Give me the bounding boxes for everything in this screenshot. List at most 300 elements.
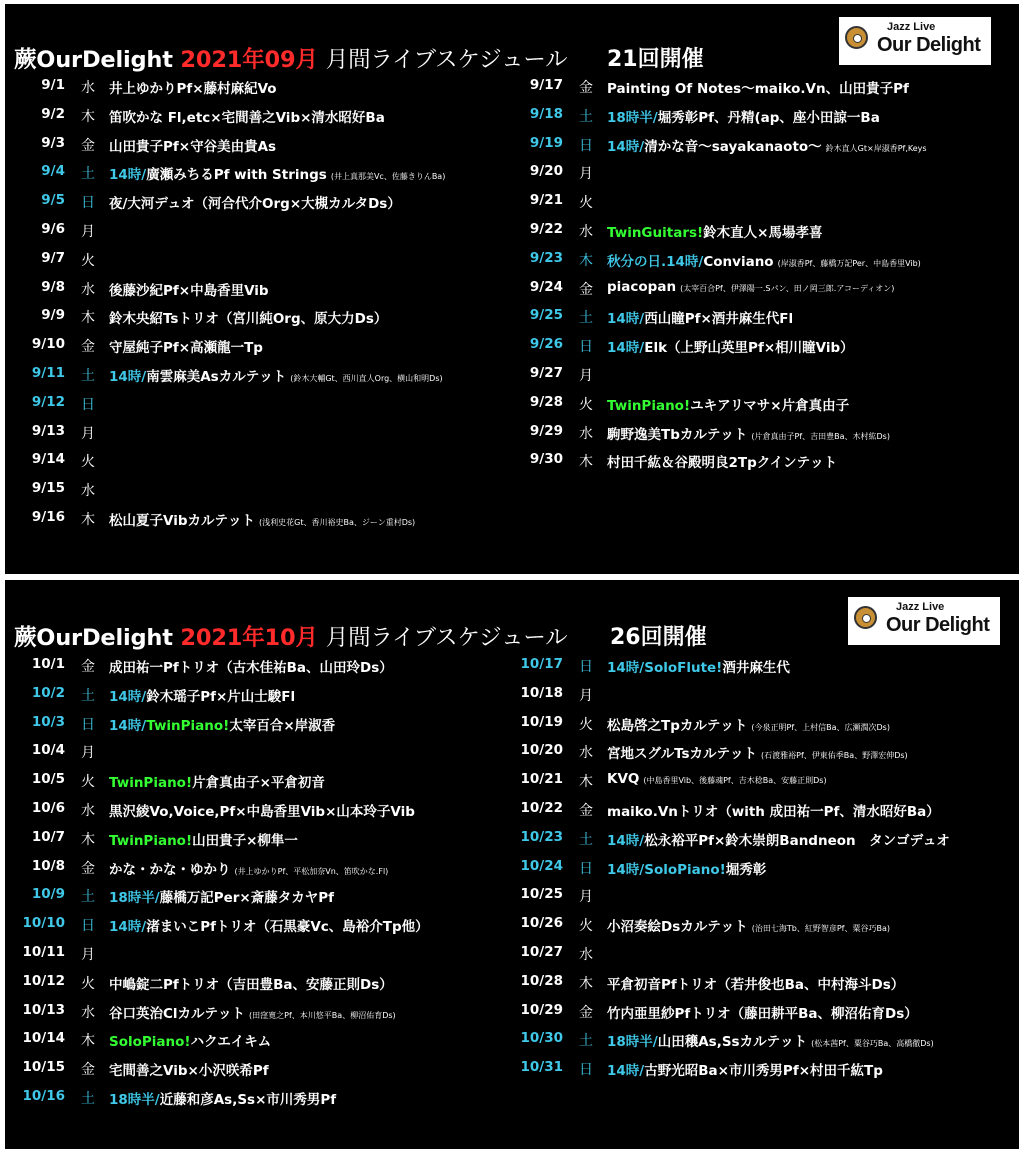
schedule-row [5, 480, 505, 509]
row-event [607, 742, 908, 762]
schedule-row [5, 858, 505, 887]
row-weekday: 木 [81, 310, 95, 327]
event-time: 14時/ [607, 832, 645, 849]
schedule-column-left [5, 77, 505, 538]
schedule-row [5, 800, 505, 829]
title-month: 2021年09月 [180, 47, 318, 73]
row-weekday: 水 [579, 223, 593, 240]
row-date: 9/17 [529, 77, 563, 93]
row-event [607, 1002, 918, 1022]
schedule-row [503, 1030, 1013, 1059]
schedule-row [5, 685, 505, 714]
event-time: 18時半/ [109, 1091, 160, 1108]
schedule-row [5, 1030, 505, 1059]
row-date: 10/2 [31, 684, 65, 701]
row-date: 10/24 [520, 857, 563, 874]
event-title: 夜/大河デュオ（河合代介Org×大槻カルタDs） [109, 196, 401, 213]
event-title: 山田貴子Pf×守谷美由貴As [109, 138, 277, 155]
row-date: 9/27 [529, 364, 563, 381]
row-date: 10/12 [22, 972, 65, 989]
row-event [607, 221, 822, 241]
row-date: 10/5 [31, 771, 65, 788]
row-weekday: 水 [579, 425, 593, 442]
schedule-column-left [5, 656, 505, 1117]
schedule-row [5, 423, 505, 452]
title-venue: 蕨OurDelight [14, 47, 181, 73]
row-date: 10/25 [520, 886, 563, 903]
schedule-row [503, 944, 1013, 973]
schedule-row [5, 973, 505, 1002]
schedule-row [503, 163, 1013, 192]
event-time: 14時/ [607, 311, 645, 328]
event-title: 松永裕平Pf×鈴木崇朗Bandneon タンゴデュオ [644, 832, 950, 849]
row-date: 10/9 [31, 886, 65, 903]
row-event [607, 451, 837, 471]
row-weekday: 日 [579, 1062, 593, 1079]
schedule-row [5, 163, 505, 192]
row-date: 10/6 [31, 799, 65, 816]
row-event [109, 307, 387, 327]
event-title: ハクエイキム [190, 1034, 272, 1051]
schedule-row [5, 451, 505, 480]
jazz-live-logo [839, 17, 991, 65]
logo-big-text: Our Delight [886, 614, 990, 636]
schedule-row [503, 685, 1013, 714]
row-event [607, 656, 790, 676]
event-title: 宮地スグルTsカルテット [607, 746, 758, 763]
event-title: 堀秀彰 [725, 861, 767, 878]
event-title: 山田穣As,Ssカルテット [657, 1034, 808, 1051]
event-title: 笛吹かな Fl,etc×宅間善之Vib×清水昭好Ba [109, 109, 385, 126]
row-date: 9/4 [41, 163, 65, 180]
event-title: 松山夏子Vibカルテット [109, 512, 256, 529]
row-weekday: 日 [579, 860, 593, 877]
row-date: 10/20 [520, 742, 563, 759]
row-event [109, 829, 298, 849]
record-logo-icon [854, 606, 877, 629]
event-time: 14時/ [607, 1063, 645, 1080]
schedule-row [5, 1002, 505, 1031]
event-title: 谷口英治Clカルテット [109, 1005, 246, 1022]
schedule-row [503, 365, 1013, 394]
row-weekday: 木 [81, 1033, 95, 1050]
row-weekday: 木 [579, 975, 593, 992]
title-subtitle: 月間ライブスケジュール [325, 625, 568, 651]
schedule-row [503, 829, 1013, 858]
schedule-row [5, 1059, 505, 1088]
row-date: 9/25 [529, 307, 563, 324]
row-weekday: 土 [579, 1033, 593, 1050]
event-time: 18時半/ [607, 1034, 658, 1051]
row-date: 9/9 [41, 307, 65, 324]
event-title: 廣瀬みちるPf with Strings [146, 167, 327, 184]
schedule-row [503, 394, 1013, 423]
schedule-row [5, 771, 505, 800]
event-title: Elk（上野山英里Pf×相川瞳Vib） [644, 340, 854, 357]
row-weekday: 月 [579, 889, 593, 906]
event-title: 藤橋万記Per×斎藤タカヤPf [159, 890, 335, 907]
row-weekday: 金 [81, 339, 95, 356]
row-event [109, 656, 393, 676]
row-event [607, 77, 909, 97]
event-members: (今泉正明Pf、上村信Ba、広瀬潤次Ds) [751, 722, 890, 732]
event-members: (鈴木大輔Gt、西川直人Org、横山和明Ds) [290, 373, 443, 383]
event-title: 酒井麻生代 [722, 660, 790, 676]
row-date: 9/22 [529, 220, 563, 237]
row-date: 9/2 [41, 105, 65, 122]
event-title: maiko.Vnトリオ（with 成田祐一Pf、清水昭好Ba） [607, 803, 940, 820]
schedule-row [5, 829, 505, 858]
event-title: 清かな音～sayakanaoto～ [644, 138, 822, 155]
event-title: 西山瞳Pf×酒井麻生代Fl [644, 311, 794, 328]
row-weekday: 日 [579, 339, 593, 356]
row-weekday: 金 [579, 1004, 593, 1021]
row-event [607, 1030, 934, 1050]
logo-big-text: Our Delight [877, 34, 981, 56]
row-weekday: 水 [81, 483, 95, 500]
row-event [607, 829, 950, 849]
row-event [109, 800, 415, 820]
schedule-row [503, 423, 1013, 452]
row-weekday: 土 [579, 310, 593, 327]
schedule-row [503, 1059, 1013, 1088]
row-event [109, 192, 401, 212]
event-title: 太宰百合×岸淑香 [229, 717, 336, 734]
schedule-row [5, 742, 505, 771]
row-date: 10/19 [520, 713, 563, 730]
row-event [109, 336, 263, 356]
event-title: 鈴木直人×馬場孝喜 [703, 224, 823, 241]
row-weekday: 水 [81, 80, 95, 96]
schedule-row [5, 250, 505, 279]
row-date: 9/30 [529, 451, 563, 468]
event-title: 平倉初音Pfトリオ（若井俊也Ba、中村海斗Ds） [607, 976, 905, 993]
row-weekday: 金 [81, 1062, 95, 1079]
schedule-row [5, 135, 505, 164]
row-weekday: 火 [579, 716, 593, 733]
row-weekday: 月 [81, 425, 95, 442]
row-weekday: 日 [81, 716, 95, 733]
row-event [109, 1030, 271, 1050]
row-date: 9/7 [41, 249, 65, 266]
event-series: TwinGuitars! [607, 224, 704, 241]
schedule-row [5, 192, 505, 221]
row-weekday: 木 [579, 454, 593, 471]
event-count: 26回開催 [610, 625, 707, 650]
row-date: 10/14 [22, 1030, 65, 1047]
row-date: 10/3 [31, 713, 65, 730]
event-title: 松島啓之Tpカルテット [607, 717, 748, 734]
record-logo-icon [845, 26, 868, 49]
event-title: 成田祐一Pfトリオ（古木佳祐Ba、山田玲Ds） [109, 660, 393, 676]
event-members: (井上ゆかりPf、平松加奈Vn、笛吹かな.Fl) [234, 866, 389, 876]
row-weekday: 日 [81, 195, 95, 212]
row-date: 10/15 [22, 1059, 65, 1076]
title-venue: 蕨OurDelight [14, 625, 181, 651]
schedule-row [503, 336, 1013, 365]
jazz-live-logo [848, 597, 1000, 645]
logo-small-text: Jazz Live [896, 601, 945, 613]
row-event [109, 365, 443, 385]
row-event [109, 135, 276, 155]
row-weekday: 水 [81, 1004, 95, 1021]
event-title: 山田貴子×柳隼一 [192, 832, 298, 849]
row-event [109, 163, 445, 183]
event-members: (片倉真由子Pf、吉田豊Ba、木村紘Ds) [751, 431, 890, 441]
row-weekday: 土 [81, 367, 95, 384]
schedule-row [503, 192, 1013, 221]
row-weekday: 水 [579, 745, 593, 762]
schedule-row [503, 106, 1013, 135]
event-time: 14時/ [607, 138, 645, 155]
event-title: 黒沢綾Vo,Voice,Pf×中島香里Vib×山本玲子Vib [109, 803, 415, 820]
row-weekday: 木 [81, 511, 95, 528]
row-date: 10/22 [520, 799, 563, 816]
schedule-row [503, 279, 1013, 308]
october-schedule-panel [5, 580, 1019, 1149]
row-event [109, 1088, 336, 1108]
event-time: 14時/ [109, 167, 147, 184]
row-date: 9/11 [31, 364, 65, 381]
event-time: 14時/SoloPiano! [607, 861, 726, 878]
row-weekday: 日 [81, 396, 95, 413]
event-members: 鈴木直人Gt×岸淑香Pf,Keys [825, 143, 927, 153]
row-weekday: 火 [81, 975, 95, 992]
row-weekday: 土 [81, 889, 95, 906]
row-weekday: 土 [81, 687, 95, 704]
schedule-row [503, 973, 1013, 1002]
row-date: 10/30 [520, 1030, 563, 1047]
event-members: (石渡雅裕Pf、伊東佑季Ba、野澤宏伸Ds) [761, 751, 908, 761]
row-event [607, 135, 927, 155]
event-title: Conviano [703, 253, 774, 270]
row-date: 10/1 [31, 656, 65, 672]
row-date: 9/12 [31, 393, 65, 410]
schedule-row [5, 221, 505, 250]
september-schedule-panel [5, 4, 1019, 574]
event-series: TwinPiano! [109, 775, 193, 792]
schedule-row [5, 394, 505, 423]
row-date: 9/14 [31, 451, 65, 468]
row-date: 10/26 [520, 915, 563, 932]
row-event [607, 800, 940, 820]
row-date: 9/16 [31, 508, 65, 525]
schedule-row [503, 886, 1013, 915]
row-weekday: 木 [579, 774, 593, 791]
row-weekday: 水 [81, 802, 95, 819]
panel-title [14, 620, 567, 652]
row-weekday: 金 [81, 137, 95, 154]
event-time: 18時半/ [109, 890, 160, 907]
row-weekday: 火 [579, 195, 593, 212]
schedule-row [5, 106, 505, 135]
schedule-row [5, 509, 505, 538]
row-date: 9/8 [41, 278, 65, 295]
title-month: 2021年10月 [180, 625, 318, 651]
event-time: 14時/ [109, 919, 147, 936]
row-date: 10/8 [31, 857, 65, 874]
row-date: 10/18 [520, 684, 563, 701]
event-members: (浅利史花Gt、香川裕史Ba、ジーン重村Ds) [259, 517, 416, 527]
row-weekday: 日 [579, 659, 593, 675]
row-weekday: 木 [81, 831, 95, 848]
row-date: 10/27 [520, 943, 563, 960]
row-weekday: 木 [579, 252, 593, 269]
row-date: 9/5 [41, 192, 65, 209]
row-event [109, 973, 393, 993]
event-title: piacopan [607, 278, 677, 295]
row-event [607, 771, 827, 787]
row-date: 9/1 [41, 77, 65, 93]
schedule-row [503, 250, 1013, 279]
row-date: 9/29 [529, 422, 563, 439]
row-date: 10/31 [520, 1059, 563, 1076]
row-date: 9/19 [529, 134, 563, 151]
row-weekday: 月 [81, 223, 95, 240]
row-event [109, 509, 415, 529]
logo-small-text: Jazz Live [887, 21, 936, 33]
schedule-row [503, 77, 1013, 106]
event-title: 井上ゆかりPf×藤村麻紀Vo [109, 81, 277, 97]
row-event [607, 714, 890, 734]
row-weekday: 日 [579, 137, 593, 154]
row-date: 9/10 [31, 336, 65, 353]
schedule-row [503, 915, 1013, 944]
event-title: 中嶋錠二Pfトリオ（吉田豊Ba、安藤正則Ds） [109, 976, 393, 993]
row-weekday: 日 [81, 918, 95, 935]
event-title: 南雲麻美Asカルテット [146, 368, 287, 385]
event-members: (松本茜Pf、粟谷巧Ba、高橋徹Ds) [811, 1039, 934, 1049]
schedule-row [5, 279, 505, 308]
schedule-row [503, 800, 1013, 829]
row-date: 10/29 [520, 1001, 563, 1018]
event-title: 古野光昭Ba×市川秀男Pf×村田千紘Tp [644, 1063, 883, 1080]
row-date: 10/23 [520, 828, 563, 845]
row-event [109, 685, 295, 705]
row-event [607, 973, 904, 993]
row-weekday: 水 [579, 946, 593, 963]
row-weekday: 金 [579, 281, 593, 298]
schedule-column-right [503, 77, 1013, 480]
event-time: 14時/ [109, 368, 147, 385]
schedule-row [5, 944, 505, 973]
schedule-row [5, 77, 505, 106]
event-title: 村田千紘＆谷殿明良2Tpクインテット [607, 455, 838, 472]
panel-title [14, 42, 567, 74]
row-event [109, 1059, 269, 1079]
row-weekday: 金 [579, 80, 593, 96]
event-time: 14時/ [607, 340, 645, 357]
row-event [109, 279, 269, 299]
row-date: 10/4 [31, 742, 65, 759]
row-event [109, 1002, 396, 1022]
row-weekday: 火 [81, 454, 95, 471]
event-series: TwinPiano! [146, 717, 230, 734]
event-members: (井上真那美Vc、佐藤きりんBa) [330, 172, 446, 182]
event-title: Painting Of Notes～maiko.Vn、山田貴子Pf [607, 81, 909, 97]
title-subtitle: 月間ライブスケジュール [325, 47, 568, 73]
schedule-row [5, 336, 505, 365]
event-time: 14時/ [109, 688, 147, 705]
event-members: (岸淑香Pf、藤橋万記Per、中島香里Vib) [777, 258, 921, 268]
event-title: 鈴木瑶子Pf×片山士駿Fl [146, 688, 296, 705]
event-members: (太宰百合Pf、伊澤陽一.Sパン、田ノ岡三郎.アコーディオン) [680, 283, 895, 293]
schedule-row [503, 714, 1013, 743]
row-date: 10/13 [22, 1001, 65, 1018]
event-count: 21回開催 [607, 47, 704, 72]
event-members: (田窪寛之Pf、本川悠平Ba、柳沼佑育Ds) [249, 1010, 396, 1020]
event-title: ユキアリマサ×片倉真由子 [690, 397, 850, 414]
event-members: (中島香里Vib、後藤魂Pf、吉木稔Ba、安藤正則Ds) [643, 776, 827, 786]
event-title: KVQ [607, 771, 640, 788]
row-date: 10/7 [31, 828, 65, 845]
row-date: 9/6 [41, 220, 65, 237]
schedule-row [5, 365, 505, 394]
row-date: 9/26 [529, 336, 563, 353]
event-title: 近藤和彦As,Ss×市川秀男Pf [159, 1091, 337, 1108]
row-event [607, 279, 894, 295]
row-event [607, 858, 766, 878]
schedule-row [5, 307, 505, 336]
schedule-row [503, 742, 1013, 771]
event-time: 秋分の日.14時/ [607, 253, 704, 270]
row-weekday: 金 [81, 860, 95, 877]
schedule-row [503, 1002, 1013, 1031]
row-event [109, 106, 385, 126]
row-weekday: 金 [579, 802, 593, 819]
schedule-row [5, 915, 505, 944]
row-date: 9/21 [529, 192, 563, 209]
row-date: 9/20 [529, 163, 563, 180]
schedule-row [5, 656, 505, 685]
row-date: 10/17 [520, 656, 563, 672]
row-event [607, 423, 890, 443]
row-weekday: 月 [81, 745, 95, 762]
event-title: 片倉真由子×平倉初音 [192, 775, 325, 792]
event-title: 小沼奏絵Dsカルテット [607, 919, 748, 936]
schedule-row [503, 771, 1013, 800]
schedule-row [5, 714, 505, 743]
row-date: 9/13 [31, 422, 65, 439]
event-time: 14時/SoloFlute! [607, 660, 723, 676]
row-date: 9/3 [41, 134, 65, 151]
event-title: 駒野逸美Tbカルテット [607, 426, 748, 443]
event-time: 14時/ [109, 717, 147, 734]
row-event [607, 106, 880, 126]
event-series: TwinPiano! [607, 397, 691, 414]
row-weekday: 火 [579, 918, 593, 935]
row-weekday: 火 [579, 396, 593, 413]
row-weekday: 木 [81, 108, 95, 125]
row-date: 10/28 [520, 972, 563, 989]
row-weekday: 火 [81, 252, 95, 269]
row-date: 9/28 [529, 393, 563, 410]
schedule-row [5, 1088, 505, 1117]
row-event [607, 1059, 883, 1079]
row-weekday: 土 [81, 166, 95, 183]
row-date: 9/15 [31, 480, 65, 497]
event-title: 竹内亜里紗Pfトリオ（藤田耕平Ba、柳沼佑育Ds） [607, 1005, 918, 1022]
row-date: 9/23 [529, 249, 563, 266]
event-title: 後藤沙紀Pf×中島香里Vib [109, 282, 269, 299]
schedule-row [503, 858, 1013, 887]
row-weekday: 火 [81, 774, 95, 791]
row-event [607, 250, 921, 270]
schedule-row [503, 656, 1013, 685]
row-event [109, 77, 277, 97]
row-date: 9/24 [529, 278, 563, 295]
row-weekday: 水 [81, 281, 95, 298]
